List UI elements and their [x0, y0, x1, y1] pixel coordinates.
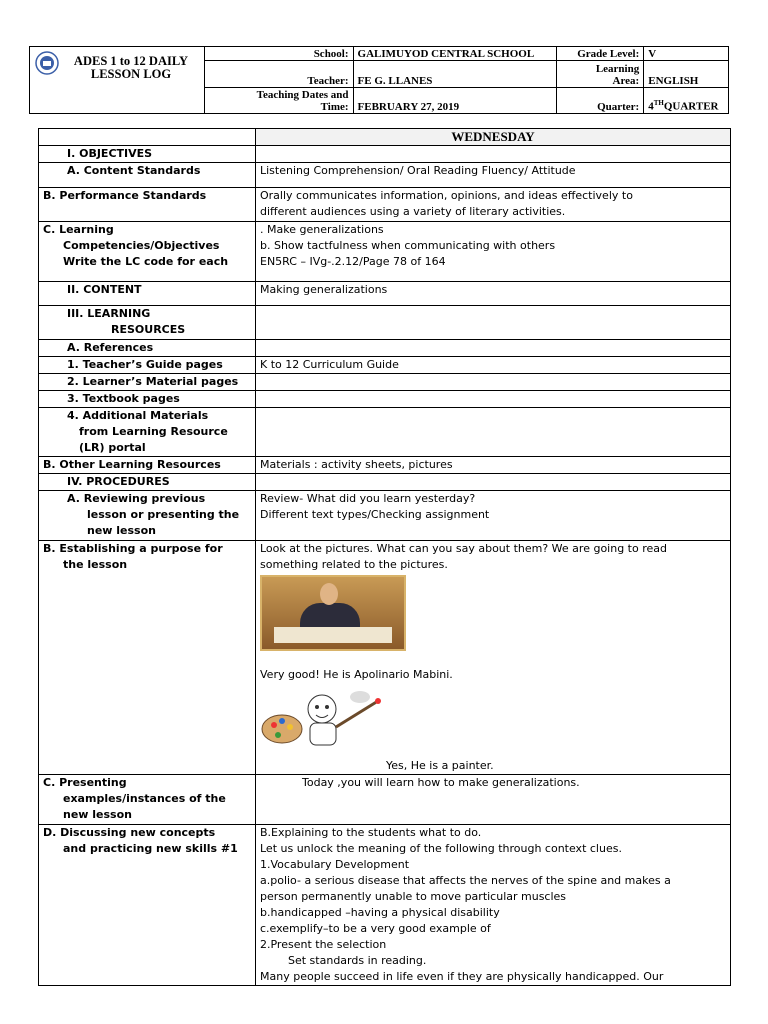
purpose-value: [256, 541, 731, 775]
area-label-2: Area:: [612, 75, 640, 87]
discussing-line-2: and practicing new skills #1: [63, 842, 238, 855]
discussing-text-10: Many people succeed in life even if they are physically handicapped. Our: [260, 970, 664, 983]
review-line-2: lesson or presenting the: [87, 508, 240, 521]
document-header: [29, 46, 729, 114]
quarter-label: Quarter:: [556, 88, 643, 114]
deped-seal-icon: [35, 51, 59, 75]
dates-label-2: Time:: [320, 101, 349, 113]
school-label: School:: [205, 47, 354, 61]
content-heading: II. CONTENT: [39, 282, 256, 306]
competency-2: b. Show tactfulness when communicating with others: [260, 239, 556, 252]
resources-value: [256, 306, 731, 340]
content-value: Making generalizations: [256, 282, 731, 306]
day-heading: WEDNESDAY: [256, 129, 731, 146]
quarter-suffix: TH: [653, 99, 664, 108]
competency-1: . Make generalizations: [260, 223, 384, 236]
purpose-text-1: Look at the pictures. What can you say about them? We are going to read: [260, 542, 667, 555]
discussing-text-2: Let us unlock the meaning of the following through context clues.: [260, 842, 622, 855]
learners-material-label: 2. Learner’s Material pages: [39, 374, 256, 391]
teacher-value: FE G. LLANES: [353, 61, 556, 88]
objectives-value: [256, 146, 731, 163]
painter-cartoon-image: [260, 687, 390, 753]
competencies-value: [256, 222, 731, 282]
purpose-line-2: the lesson: [63, 558, 128, 571]
review-text-2: Different text types/Checking assignment: [260, 508, 490, 521]
purpose-label: [39, 541, 256, 775]
competencies-line-1: C. Learning: [43, 223, 114, 236]
dates-label-1: Teaching Dates and: [256, 89, 349, 101]
presenting-value: Today ,you will learn how to make generalizations.: [256, 775, 731, 825]
area-label-1: Learning: [595, 63, 640, 75]
review-text-1: Review- What did you learn yesterday?: [260, 492, 476, 505]
quarter-number: 4: [648, 101, 654, 113]
discussing-text-8: 2.Present the selection: [260, 938, 387, 951]
dates-value: FEBRUARY 27, 2019: [353, 88, 556, 114]
content-standards-label: A. Content Standards: [39, 163, 256, 188]
additional-line-3: (LR) portal: [79, 441, 146, 454]
review-value: [256, 491, 731, 541]
discussing-text-3: 1.Vocabulary Development: [260, 858, 410, 871]
review-label: [39, 491, 256, 541]
dates-label: [205, 88, 354, 114]
discussing-value: [256, 825, 731, 986]
additional-materials-value: [256, 408, 731, 457]
school-value: GALIMUYOD CENTRAL SCHOOL: [353, 47, 556, 61]
additional-line-2: from Learning Resource: [79, 425, 228, 438]
competencies-label: [39, 222, 256, 282]
document-title: [58, 55, 204, 81]
discussing-line-1: D. Discussing new concepts: [43, 826, 216, 839]
performance-line-2: different audiences using a variety of literary activities.: [260, 205, 566, 218]
presenting-line-1: C. Presenting: [43, 776, 127, 789]
teachers-guide-value: K to 12 Curriculum Guide: [256, 357, 731, 374]
quarter-word: QUARTER: [663, 101, 719, 113]
additional-materials-label: [39, 408, 256, 457]
area-label: [556, 61, 643, 88]
discussing-text-1: B.Explaining to the students what to do.: [260, 826, 482, 839]
presenting-line-3: new lesson: [63, 808, 132, 821]
competency-code: EN5RC – IVg-.2.12/Page 78 of 164: [260, 255, 446, 268]
learners-material-value: [256, 374, 731, 391]
discussing-text-9: Set standards in reading.: [288, 954, 427, 967]
grade-label: Grade Level:: [556, 47, 643, 61]
references-value: [256, 340, 731, 357]
purpose-text-2: something related to the pictures.: [260, 558, 448, 571]
discussing-text-4: a.polio- a serious disease that affects the nerves of the spine and makes a: [260, 874, 671, 887]
teachers-guide-label: 1. Teacher’s Guide pages: [39, 357, 256, 374]
other-resources-label: B. Other Learning Resources: [39, 457, 256, 474]
title-line-2: LESSON LOG: [90, 67, 172, 81]
mabini-portrait-image: [260, 575, 406, 651]
presenting-label: [39, 775, 256, 825]
content-standards-value: Listening Comprehension/ Oral Reading Fluency/ Attitude: [256, 163, 731, 188]
review-line-1: A. Reviewing previous: [67, 492, 206, 505]
additional-line-1: 4. Additional Materials: [67, 409, 209, 422]
portrait-face: [320, 583, 338, 605]
purpose-text-3: Very good! He is Apolinario Mabini.: [260, 668, 453, 681]
lesson-log-table: [38, 128, 731, 986]
purpose-text-4: Yes, He is a painter.: [386, 759, 494, 772]
competencies-line-2: Competencies/Objectives: [63, 239, 220, 252]
discussing-text-7: c.exemplify–to be a very good example of: [260, 922, 491, 935]
objectives-heading: I. OBJECTIVES: [39, 146, 256, 163]
procedures-heading: IV. PROCEDURES: [39, 474, 256, 491]
quarter-value: [644, 88, 729, 114]
title-line-1: ADES 1 to 12 DAILY: [73, 54, 189, 68]
performance-standards-value: [256, 188, 731, 222]
review-line-3: new lesson: [87, 524, 156, 537]
discussing-text-5: person permanently unable to move particular muscles: [260, 890, 567, 903]
discussing-label: [39, 825, 256, 986]
area-value: ENGLISH: [644, 61, 729, 88]
grade-value: V: [644, 47, 729, 61]
info-table: [204, 46, 729, 114]
other-resources-value: Materials : activity sheets, pictures: [256, 457, 731, 474]
performance-line-1: Orally communicates information, opinions, and ideas effectively to: [260, 189, 633, 202]
competencies-line-3: Write the LC code for each: [63, 255, 229, 268]
presenting-line-2: examples/instances of the: [63, 792, 226, 805]
title-box: [29, 46, 205, 114]
portrait-paper: [274, 627, 392, 643]
purpose-line-1: B. Establishing a purpose for: [43, 542, 223, 555]
resources-line-1: III. LEARNING: [67, 307, 151, 320]
procedures-value: [256, 474, 731, 491]
resources-heading: [39, 306, 256, 340]
textbook-value: [256, 391, 731, 408]
discussing-text-6: b.handicapped –having a physical disability: [260, 906, 500, 919]
resources-line-2: RESOURCES: [111, 323, 186, 336]
blank-header-cell: [39, 129, 256, 146]
performance-standards-label: B. Performance Standards: [39, 188, 256, 222]
textbook-label: 3. Textbook pages: [39, 391, 256, 408]
references-label: A. References: [39, 340, 256, 357]
teacher-label: Teacher:: [205, 61, 354, 88]
